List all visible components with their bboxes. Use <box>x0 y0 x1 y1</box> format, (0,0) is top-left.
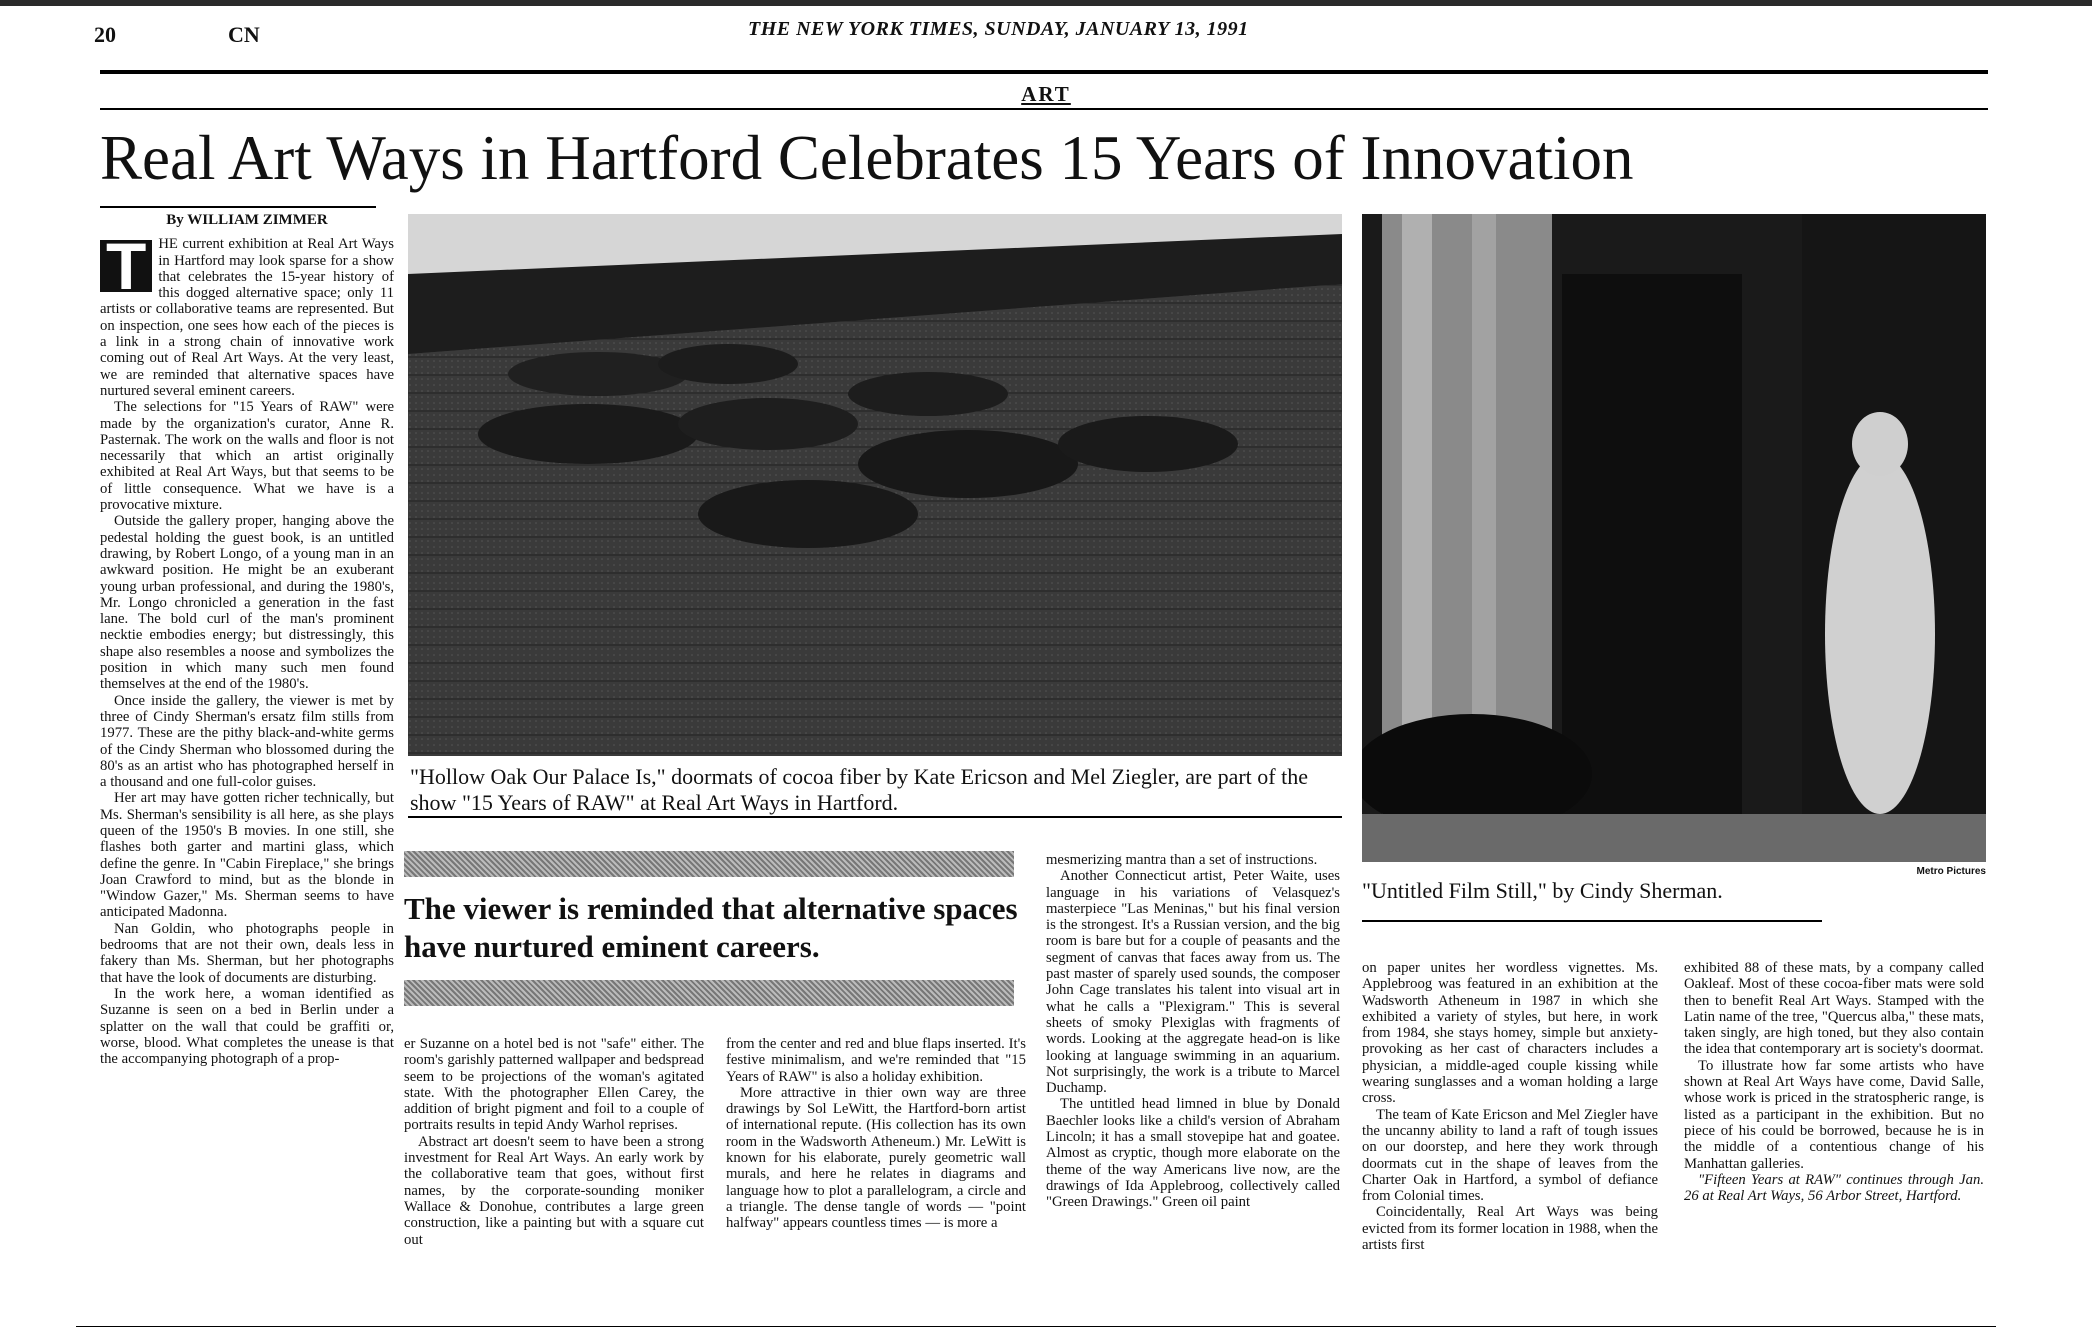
byline: By WILLIAM ZIMMER <box>166 212 328 228</box>
article-column-2 <box>404 1036 704 1248</box>
film-still-photo <box>1362 214 1986 862</box>
paragraph: Once inside the gallery, the viewer is met by three of Cindy Sherman's ersatz film stills from 1977. These are the pithy black-and-white germs of the Cindy Sherman who blossomed during the 80's as an artist who has photographed herself in a thousand and one full-color guises. <box>100 692 394 791</box>
paragraph: Coincidentally, Real Art Ways was being evicted from its former location in 1988, when the artists first <box>1362 1204 1658 1254</box>
doormats-caption: "Hollow Oak Our Palace Is," doormats of cocoa fiber by Kate Ericson and Mel Ziegler, are part of the show "15 Years of RAW" at Real Art Ways in Hartford. <box>410 764 1308 815</box>
paragraph: Her art may have gotten richer technically, but Ms. Sherman's sensibility is all here, as she plays queen of the 1950's B movies. In one still, she flashes both garter and martini glass, which define the genre. In "Cabin Fireplace," she brings Joan Crawford to mind, but as the blonde in "Window Gazer," Ms. Sherman seems to have anticipated Madonna. <box>100 790 394 921</box>
header-rule <box>100 70 1988 74</box>
paragraph: In the work here, a woman identified as Suzanne is seen on a bed in Berlin under a splatter on the wall that could be graffiti or, worse, blood. What completes the unease is that the accompanying photograph of a prop- <box>100 985 394 1068</box>
caption-rule <box>408 816 1342 818</box>
section-label: ART <box>1021 82 1071 106</box>
film-still-image <box>1362 214 1986 862</box>
article-column-1 <box>100 212 394 1328</box>
paragraph: on paper unites her wordless vignettes. Ms. Applebroog was featured in an exhibition at the Wadsworth Atheneum in 1987 in which she exhibited a variety of styles, but here, in work from 1984, she stays homey, simple but anxiety-provoking as her cast of characters includes a physician, a middle-aged couple kissing while wearing sunglasses and a woman holding a large cross. <box>1362 960 1658 1107</box>
doormats-photo <box>408 214 1342 756</box>
page-number: 20 <box>94 22 116 47</box>
paragraph: Nan Goldin, who photographs people in bedrooms that are not their own, deals less in fakery than Ms. Sherman, but her photographs that have the look of documents are disturbing. <box>100 920 394 986</box>
paragraph: The selections for "15 Years of RAW" were made by the organization's curator, Anne R. Pasternak. The work on the walls and floor is not necessarily that which an artist originally exhibited at Real Art Ways, but that seems to be of little consequence. What we have is a provocative mixture. <box>100 399 394 514</box>
paragraph: To illustrate how far some artists who have shown at Real Art Ways have come, David Salle, whose work is priced in the stratospheric range, is listed as a participant in the exhibition. But no piece of his could be borrowed, because he is in the middle of a contentious change of his Manhattan galleries. <box>1684 1057 1984 1172</box>
paragraph: Outside the gallery proper, hanging above the pedestal holding the guest book, is an untitled drawing, by Robert Longo, of a young man in an awkward position. He might be an exuberant young urban professional, and during the 1980's, Mr. Longo chronicled a generation in the fast lane. The bold curl of the man's prominent necktie embodies energy; but distressingly, this shape also resembles a noose and symbolizes the position in which many such men found themselves at the end of the 1980's. <box>100 513 394 693</box>
paragraph: er Suzanne on a hotel bed is not "safe" either. The room's garishly patterned wallpaper and bedspread seem to be projections of the woman's agitated state. With the photographer Ellen Carey, the addition of bright pigment and foil to a couple of portraits results in tepid Andy Warhol reprises. <box>404 1036 704 1134</box>
caption-rule-2 <box>1362 920 1822 922</box>
article-column-3 <box>726 1036 1026 1232</box>
film-still-caption: "Untitled Film Still," by Cindy Sherman. <box>1362 878 1723 903</box>
article-column-6 <box>1684 960 1984 1204</box>
paragraph: The team of Kate Ericson and Mel Ziegler have the uncanny ability to land a raft of tough issues on our doorstep, and here they work through doormats cut in the shape of leaves from the Charter Oak in Hartford, a symbol of defiance from Colonial times. <box>1362 1106 1658 1205</box>
pull-quote: The viewer is reminded that alternative spaces have nurtured eminent careers. <box>404 891 1018 964</box>
end-note: "Fifteen Years at RAW" continues through Jan. 26 at Real Art Ways, 56 Arbor Street, Hartford. <box>1684 1171 1984 1205</box>
paragraph: Abstract art doesn't seem to have been a strong investment for Real Art Ways. An early work by the collaborative team that goes, without first names, by the corporate-sounding moniker Wallace & Donohue, contributes a large green construction, like a painting but with a square cut out <box>404 1133 704 1248</box>
section-rule <box>100 108 1988 110</box>
paragraph: exhibited 88 of these mats, by a company called Oakleaf. Most of these cocoa-fiber mats were sold then to benefit Real Art Ways. Stamped with the Latin name of the tree, "Quercus alba," these mats, taken singly, are high toned, but they also contain the idea that contemporary art is society's doormat. <box>1684 960 1984 1058</box>
article-column-4 <box>1046 852 1340 1211</box>
edition-code: CN <box>228 22 260 47</box>
pullquote-screen-bottom <box>404 980 1014 1006</box>
paragraph: HE current exhibition at Real Art Ways in Hartford may look sparse for a show that celebrates the 15-year history of this dogged alternative space; only 11 artists or collaborative teams are represented. But on inspection, one sees how each of the pieces is a link in a strong chain of innovative work coming out of Real Art Ways. At the very least, we are reminded that alternative spaces have nurtured several eminent careers. <box>100 236 394 399</box>
page-bottom-rule <box>76 1326 1996 1327</box>
drop-cap: T <box>100 240 152 292</box>
article-column-5 <box>1362 960 1658 1253</box>
paragraph: More attractive in thier own way are three drawings by Sol LeWitt, the Hartford-born artist of international repute. (His collection has its own room in the Wadsworth Atheneum.) Mr. LeWitt is known for his elaborate, purely geometric wall murals, and here he relates in diagrams and language how to plot a parallelogram, a circle and a triangle. The dense tangle of words — "point halfway" appears countless times — is more a <box>726 1084 1026 1232</box>
paragraph: Another Connecticut artist, Peter Waite, uses language in his variations of Velasquez's masterpiece "Las Meninas," but his final version is the strongest. It's a Russian version, and the big room is bare but for a couple of peasants and the segment of canvas that faces away from us. The past master of sparely used sounds, the composer John Cage translates his talent into visual art in what he calls a "Plexigram." This is several sheets of smoky Plexiglas with fragments of words. Looking at the aggregate head-on is like looking at language swimming in an aquarium. Not surprisingly, the work is a tribute to Marcel Duchamp. <box>1046 868 1340 1097</box>
top-border <box>0 0 2092 6</box>
doormats-photo-image <box>408 214 1342 756</box>
headline: Real Art Ways in Hartford Celebrates 15 Years of Innovation <box>100 123 1634 193</box>
byline-rule <box>100 206 376 208</box>
paragraph: from the center and red and blue flaps inserted. It's festive minimalism, and we're reminded that "15 Years of RAW" is also a holiday exhibition. <box>726 1036 1026 1085</box>
pullquote-screen-top <box>404 851 1014 877</box>
dateline: THE NEW YORK TIMES, SUNDAY, JANUARY 13, 1991 <box>748 18 1249 40</box>
paragraph: The untitled head limned in blue by Donald Baechler looks like a child's version of Abraham Lincoln; it has a small stovepipe hat and goatee. Almost as cryptic, though more elaborate on the theme of the way Americans live now, are the drawings of Ida Applebroog, collectively called "Green Drawings." Green oil paint <box>1046 1096 1340 1211</box>
photo-credit: Metro Pictures <box>1916 866 1986 877</box>
paragraph: mesmerizing mantra than a set of instructions. <box>1046 852 1318 868</box>
